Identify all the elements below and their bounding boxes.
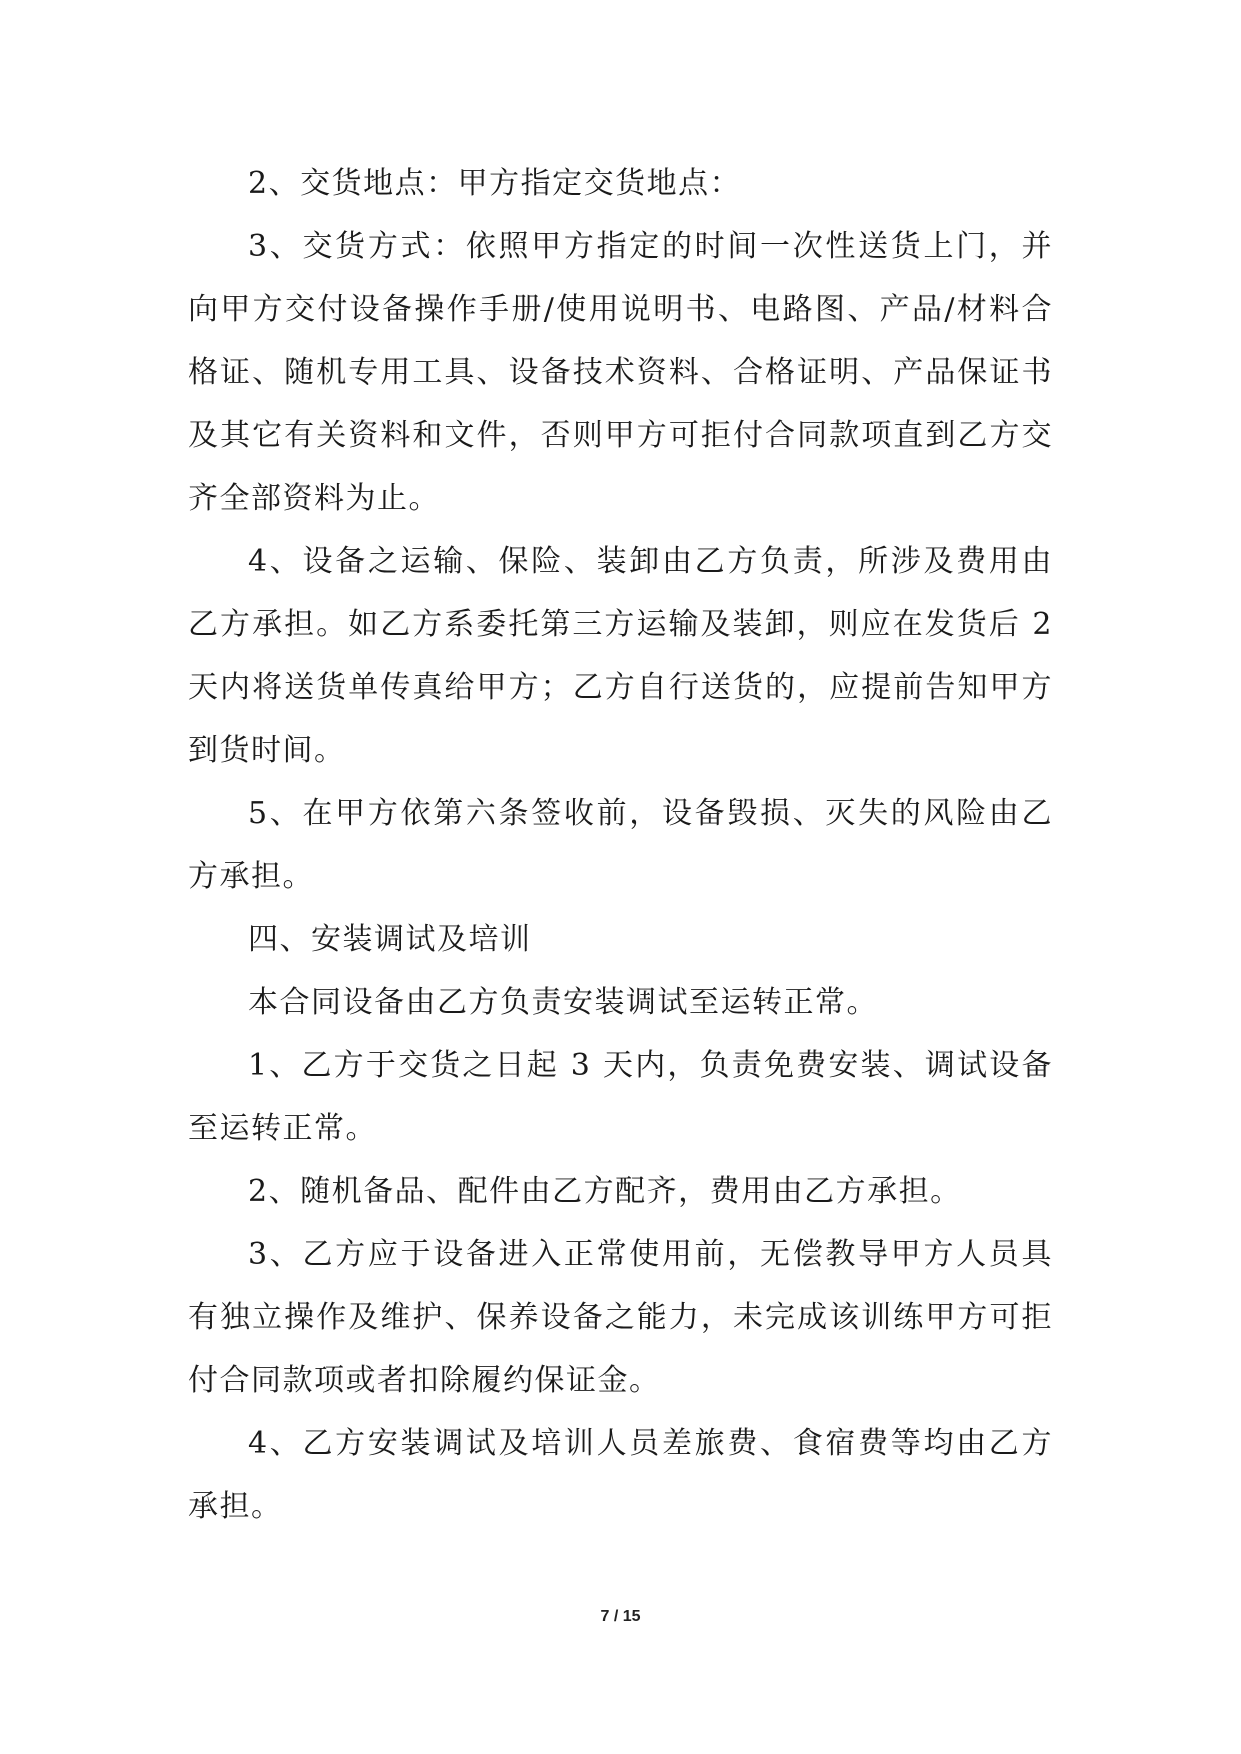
- paragraph-installation-4: 4、乙方安装调试及培训人员差旅费、食宿费等均由乙方承担。: [188, 1426, 1053, 1524]
- document-body: [188, 152, 1053, 1538]
- paragraph-delivery-location: 2、交货地点：甲方指定交货地点：: [248, 166, 742, 201]
- page-number: 7 / 15: [600, 1608, 641, 1625]
- paragraph-installation-2: 2、随机备品、配件由乙方配齐，费用由乙方承担。: [248, 1174, 962, 1209]
- paragraph-delivery-method: 3、交货方式：依照甲方指定的时间一次性送货上门，并向甲方交付设备操作手册/使用说明书、电路图、产品/材料合格证、随机专用工具、设备技术资料、合格证明、产品保证书及其它有关资料和文件，否则甲方可拒付合同款项直到乙方交齐全部资料为止。: [188, 229, 1053, 516]
- paragraph-installation-3: 3、乙方应于设备进入正常使用前，无偿教导甲方人员具有独立操作及维护、保养设备之能力，未完成该训练甲方可拒付合同款项或者扣除履约保证金。: [188, 1237, 1053, 1398]
- paragraph-installation-intro: 本合同设备由乙方负责安装调试至运转正常。: [248, 985, 878, 1020]
- paragraph-risk-transfer: 5、在甲方依第六条签收前，设备毁损、灭失的风险由乙方承担。: [188, 796, 1053, 894]
- paragraph-transport-insurance: 4、设备之运输、保险、装卸由乙方负责，所涉及费用由乙方承担。如乙方系委托第三方运输及装卸，则应在发货后 2 天内将送货单传真给甲方；乙方自行送货的，应提前告知甲方到货时间。: [188, 544, 1053, 768]
- paragraph-installation-1: 1、乙方于交货之日起 3 天内，负责免费安装、调试设备至运转正常。: [188, 1048, 1053, 1146]
- section-heading-installation: 四、安装调试及培训: [248, 922, 532, 957]
